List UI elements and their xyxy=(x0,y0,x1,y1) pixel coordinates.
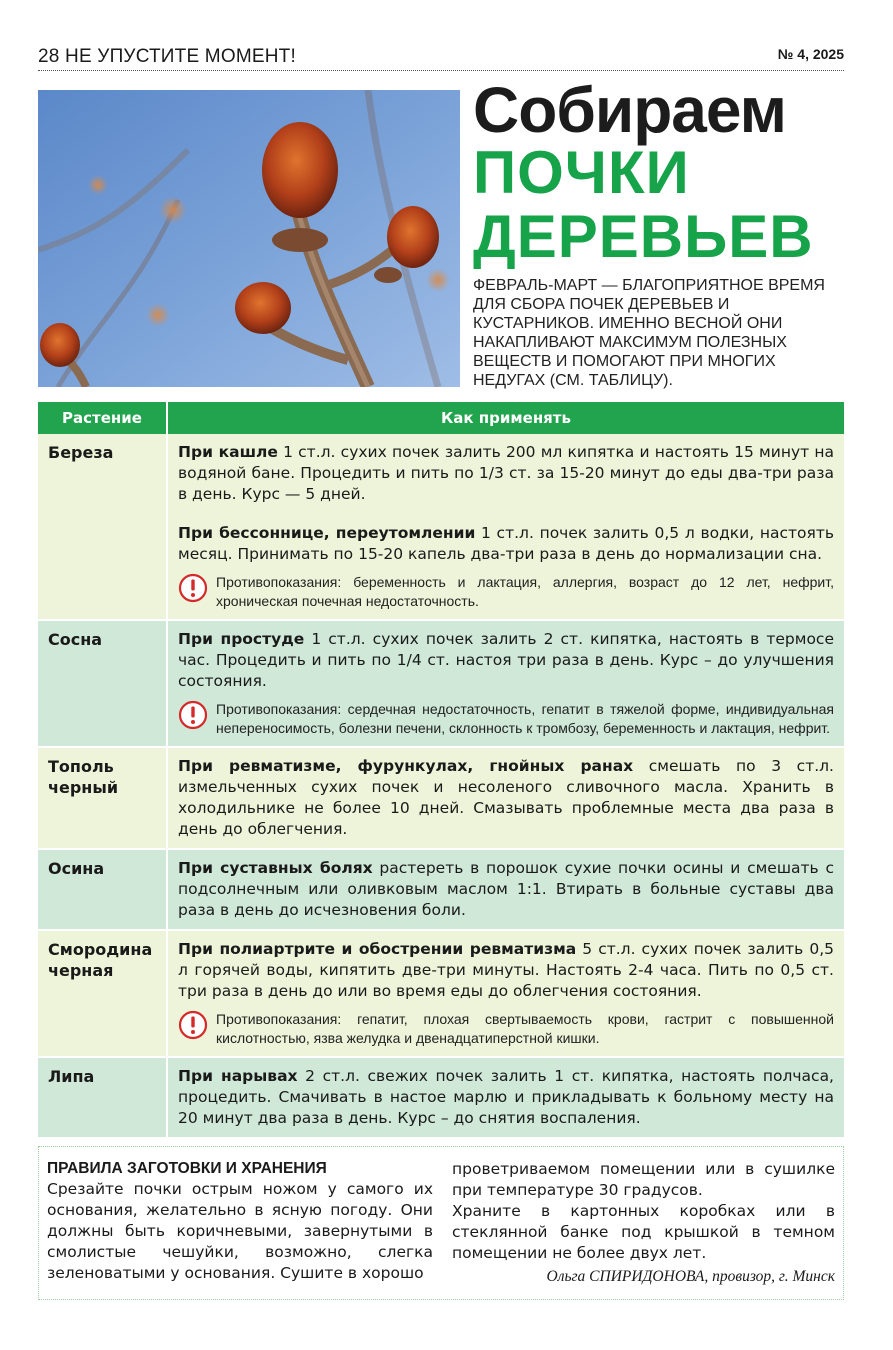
contraindications-text: Противопоказания: сердечная недостаточность, гепатит в тяжелой форме, индивидуальная непереносимость, болезни печени, склонность к тромбозу, беременность и лактация, нефрит. xyxy=(216,701,834,736)
contraindications-text: Противопоказания: гепатит, плохая свертываемость крови, гастрит с повышенной кислотностью, язва желудка и двенадцатиперстной кишки. xyxy=(216,1011,834,1046)
rules-column-1 xyxy=(47,1159,433,1284)
condition-label: При бессоннице, переутомлении xyxy=(178,524,476,542)
table-row xyxy=(38,849,844,930)
usage-paragraph xyxy=(178,858,834,921)
article-lead: ФЕВРАЛЬ-МАРТ — БЛАГОПРИЯТНОЕ ВРЕМЯ ДЛЯ СБОРА ПОЧЕК ДЕРЕВЬЕВ И КУСТАРНИКОВ. ИМЕННО ВЕСНОЙ ОНИ НАКАПЛИВАЮТ МАКСИМУМ ПОЛЕЗНЫХ ВЕЩЕСТВ И ПОМОГАЮТ ПРИ МНОГИХ НЕДУГАХ (СМ. ТАБЛИЦУ). xyxy=(473,277,825,389)
table-row xyxy=(38,620,844,747)
exclamation-icon xyxy=(178,573,208,603)
article-title-line3: ДЕРЕВЬЕВ xyxy=(473,203,814,270)
usage-description xyxy=(167,747,844,849)
plant-name: Смородина черная xyxy=(38,930,167,1057)
table-header-row xyxy=(38,402,844,434)
tree-buds-photo xyxy=(38,90,460,387)
usage-paragraph xyxy=(178,629,834,692)
usage-text: 5 ст.л. сухих почек залить 0,5 л горячей воды, кипятить две-три минуты. Настоять 2-4 часа. Пить по 0,5 ст. три раза в день до или во время еды до облегчения состояния. xyxy=(178,940,834,1000)
storage-rules-box xyxy=(38,1146,844,1300)
table-row xyxy=(38,747,844,849)
condition-label: При кашле xyxy=(178,443,278,461)
usage-paragraph xyxy=(178,1066,834,1129)
condition-label: При ревматизме, фурункулах, гнойных ранах xyxy=(178,757,634,775)
usage-description xyxy=(167,620,844,747)
rules-column-2 xyxy=(452,1159,835,1287)
condition-label: При полиартрите и обострении ревматизма xyxy=(178,940,577,958)
page-number: 28 xyxy=(38,46,60,67)
usage-paragraph xyxy=(178,442,834,505)
plant-name: Береза xyxy=(38,434,167,620)
contraindications xyxy=(178,1010,834,1048)
rules-text-2: проветриваемом помещении или в сушилке при температуре 30 градусов. xyxy=(452,1160,835,1199)
issue-number: № 4, 2025 xyxy=(777,46,844,62)
usage-text: 1 ст.л. почек залить 0,5 л водки, настоять месяц. Принимать по 15-20 капель два-три раза в день до нормализации сна. xyxy=(178,524,834,563)
column-header-plant: Растение xyxy=(38,402,167,434)
condition-label: При суставных болях xyxy=(178,859,373,877)
table-body xyxy=(38,434,844,1138)
plant-name: Липа xyxy=(38,1057,167,1138)
contraindications xyxy=(178,573,834,611)
article-author: Ольга СПИРИДОНОВА, провизор, г. Минск xyxy=(546,1268,835,1285)
usage-text: растереть в порошок сухие почки осины и смешать с подсолнечным или оливковым маслом 1:1. Втирать в больные суставы два раза в день до исчезновения боли. xyxy=(178,859,834,919)
plant-name: Сосна xyxy=(38,620,167,747)
condition-label: При простуде xyxy=(178,630,305,648)
section-name: НЕ УПУСТИТЕ МОМЕНТ! xyxy=(65,46,296,67)
article-title-line1: Собираем xyxy=(473,74,786,146)
usage-description xyxy=(167,930,844,1057)
usage-text: смешать по 3 ст.л. измельченных сухих почек и несоленого сливочного масла. Хранить в холодильнике не более 10 дней. Смазывать проблемные места два раза в день до облегчения. xyxy=(178,757,834,838)
rules-title: ПРАВИЛА ЗАГОТОВКИ И ХРАНЕНИЯ xyxy=(47,1160,327,1177)
usage-description xyxy=(167,1057,844,1138)
usage-description xyxy=(167,434,844,620)
usage-description xyxy=(167,849,844,930)
plant-name: Осина xyxy=(38,849,167,930)
column-header-usage: Как применять xyxy=(167,402,844,434)
condition-label: При нарывах xyxy=(178,1067,298,1085)
article-title-line2: ПОЧКИ xyxy=(473,139,690,206)
table-row xyxy=(38,434,844,620)
rules-text-3: Храните в картонных коробках или в стеклянной банке под крышкой в темном помещении не более двух лет. xyxy=(452,1202,835,1262)
usage-text: 1 ст.л. сухих почек залить 2 ст. кипятка, настоять в термосе час. Процедить и пить по 1/4 ст. настоя три раза в день. Курс – до улучшения состояния. xyxy=(178,630,834,690)
usage-paragraph xyxy=(178,939,834,1002)
usage-paragraph xyxy=(178,756,834,840)
rules-text-1: Срезайте почки острым ножом у самого их основания, желательно в ясную погоду. Они должны быть коричневыми, завернутыми в смолистые чешуйки, возможно, слегка зеленоватыми у основания. Сушите в хорошо xyxy=(47,1180,433,1282)
usage-text: 2 ст.л. свежих почек залить 1 ст. кипятка, настоять полчаса, процедить. Смачивать в настое марлю и прикладывать к больному месту на 20 минут два раза в день. Курс – до снятия воспаления. xyxy=(178,1067,834,1127)
table-row xyxy=(38,1057,844,1138)
table-row xyxy=(38,930,844,1057)
page-header xyxy=(38,44,844,71)
section-heading xyxy=(38,46,296,68)
contraindications-text: Противопоказания: беременность и лактация, аллергия, возраст до 12 лет, нефрит, хроническая почечная недостаточность. xyxy=(216,574,834,609)
usage-text: 1 ст.л. сухих почек залить 200 мл кипятка и настоять 15 минут на водяной бане. Процедить и пить по 1/3 ст. за 15-20 минут до еды два-три раза в день. Курс — 5 дней. xyxy=(178,443,834,503)
exclamation-icon xyxy=(178,1010,208,1040)
remedies-table xyxy=(38,402,844,1139)
usage-paragraph xyxy=(178,523,834,565)
exclamation-icon xyxy=(178,700,208,730)
plant-name: Тополь черный xyxy=(38,747,167,849)
contraindications xyxy=(178,700,834,738)
